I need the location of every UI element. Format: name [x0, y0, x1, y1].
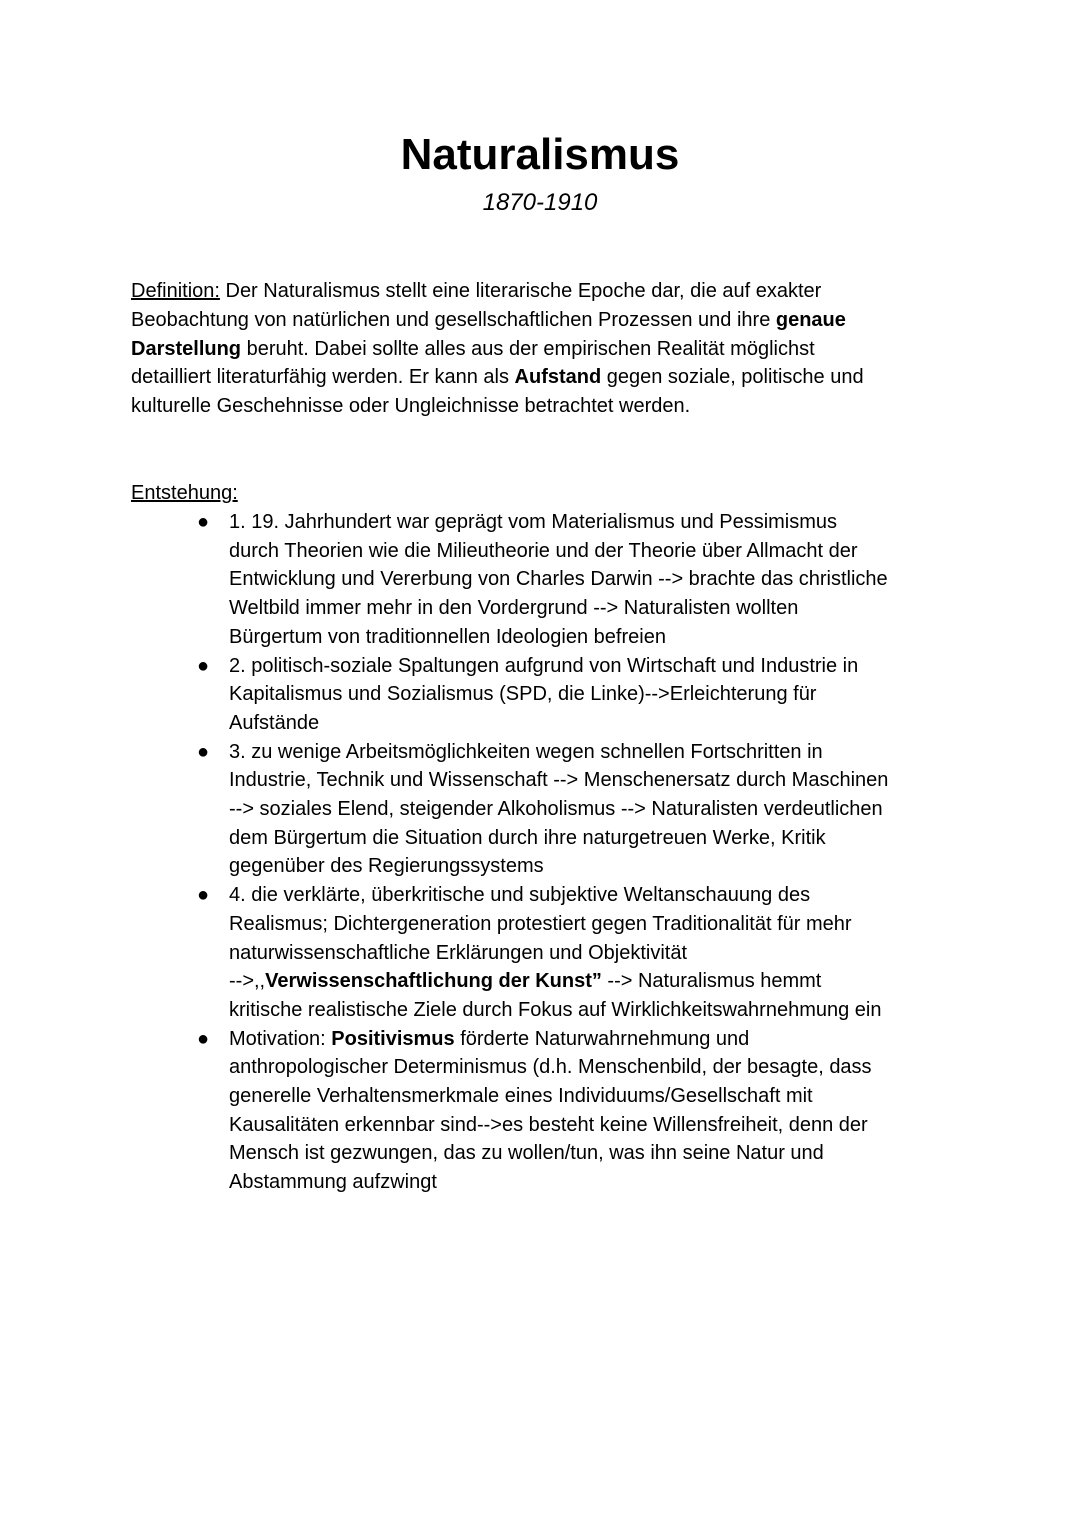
text-run: detailliert literaturfähig werden. Er kann als	[131, 366, 515, 389]
text-run: -->,,	[229, 970, 266, 993]
bold-term: Verwissenschaftlichung der Kunst”	[265, 970, 602, 993]
bold-term: Aufstand	[514, 366, 602, 389]
list-item	[0, 508, 1080, 652]
page-title: Naturalismus	[400, 130, 680, 179]
item-line: Weltbild immer mehr in den Vordergrund --> Naturalisten wollten	[229, 597, 799, 620]
definition-label: Definition:	[131, 280, 220, 302]
entstehung-list	[0, 508, 1080, 1197]
item-line: generelle Verhaltensmerkmale eines Individuums/Gesellschaft mit	[229, 1085, 813, 1108]
item-line: Entwicklung und Vererbung von Charles Darwin --> brachte das christliche	[229, 568, 888, 591]
item-line: dem Bürgertum die Situation durch ihre naturgetreuen Werke, Kritik	[229, 826, 826, 849]
bold-term: genaue	[775, 308, 846, 331]
definition-line	[131, 363, 991, 392]
item-line: Mensch ist gezwungen, das zu wollen/tun, was ihn seine Natur und	[229, 1142, 824, 1165]
definition-line	[131, 306, 991, 335]
item-line: Abstammung aufzwingt	[229, 1171, 437, 1194]
bold-term: Positivismus	[331, 1027, 455, 1050]
text-run: beruht. Dabei sollte alles aus der empirischen Realität möglichst	[241, 337, 815, 360]
list-item	[0, 738, 1080, 882]
text-run: kulturelle Geschehnisse oder Ungleichnisse betrachtet werden.	[131, 395, 691, 418]
entstehung-heading: Entstehung:	[131, 482, 238, 504]
item-line: Kapitalismus und Sozialismus (SPD, die Linke)-->Erleichterung für	[229, 683, 817, 706]
text-run: gegen soziale, politische und	[601, 366, 864, 389]
page-subtitle-years: 1870-1910	[482, 189, 598, 216]
item-line: Aufstände	[229, 711, 320, 734]
item-line: durch Theorien wie die Milieutheorie und der Theorie über Allmacht der	[229, 539, 858, 562]
list-item	[0, 1025, 1080, 1197]
text-run: Der Naturalismus stellt eine literarische Epoche dar, die auf exakter	[219, 280, 822, 302]
item-line: --> soziales Elend, steigender Alkoholismus --> Naturalisten verdeutlichen	[229, 798, 883, 821]
bullet-icon: ●	[197, 740, 210, 763]
bold-term: Darstellung	[131, 337, 242, 360]
item-line: kritische realistische Ziele durch Fokus auf Wirklichkeitswahrnehmung ein	[229, 998, 882, 1021]
bullet-icon: ●	[197, 511, 210, 533]
item-line: anthropologischer Determinismus (d.h. Menschenbild, der besagte, dass	[229, 1056, 872, 1079]
text-run: --> Naturalismus hemmt	[601, 970, 822, 993]
item-line: Realismus; Dichtergeneration protestiert gegen Traditionalität für mehr	[229, 912, 852, 935]
item-line: 4. die verklärte, überkritische und subjektive Weltanschauung des	[229, 884, 811, 907]
item-line: gegenüber des Regierungssystems	[229, 855, 544, 878]
item-line: naturwissenschaftliche Erklärungen und Objektivität	[229, 941, 688, 964]
item-line: Bürgertum von traditionnellen Ideologien befreien	[229, 625, 666, 648]
text-run: Beobachtung von natürlichen und gesellschaftlichen Prozessen und ihre	[131, 308, 776, 331]
definition-paragraph	[131, 277, 991, 421]
definition-line	[131, 277, 991, 306]
item-line: 1. 19. Jahrhundert war geprägt vom Materialismus und Pessimismus	[229, 511, 838, 533]
definition-line	[131, 335, 991, 364]
item-line	[229, 967, 1080, 996]
item-line	[229, 1025, 1080, 1054]
item-line: Kausalitäten erkennbar sind-->es besteht keine Willensfreiheit, denn der	[229, 1113, 868, 1136]
text-run: Motivation:	[229, 1027, 332, 1050]
text-run: förderte Naturwahrnehmung und	[454, 1027, 750, 1050]
item-line: 2. politisch-soziale Spaltungen aufgrund von Wirtschaft und Industrie in	[229, 654, 859, 677]
item-line: Industrie, Technik und Wissenschaft --> Menschenersatz durch Maschinen	[229, 769, 889, 792]
bullet-icon: ●	[197, 1027, 210, 1050]
bullet-icon: ●	[197, 654, 210, 677]
bullet-icon: ●	[197, 884, 210, 907]
definition-line	[131, 392, 991, 421]
item-line: 3. zu wenige Arbeitsmöglichkeiten wegen schnellen Fortschritten in	[229, 740, 823, 763]
list-item	[0, 881, 1080, 1025]
list-item	[0, 652, 1080, 738]
